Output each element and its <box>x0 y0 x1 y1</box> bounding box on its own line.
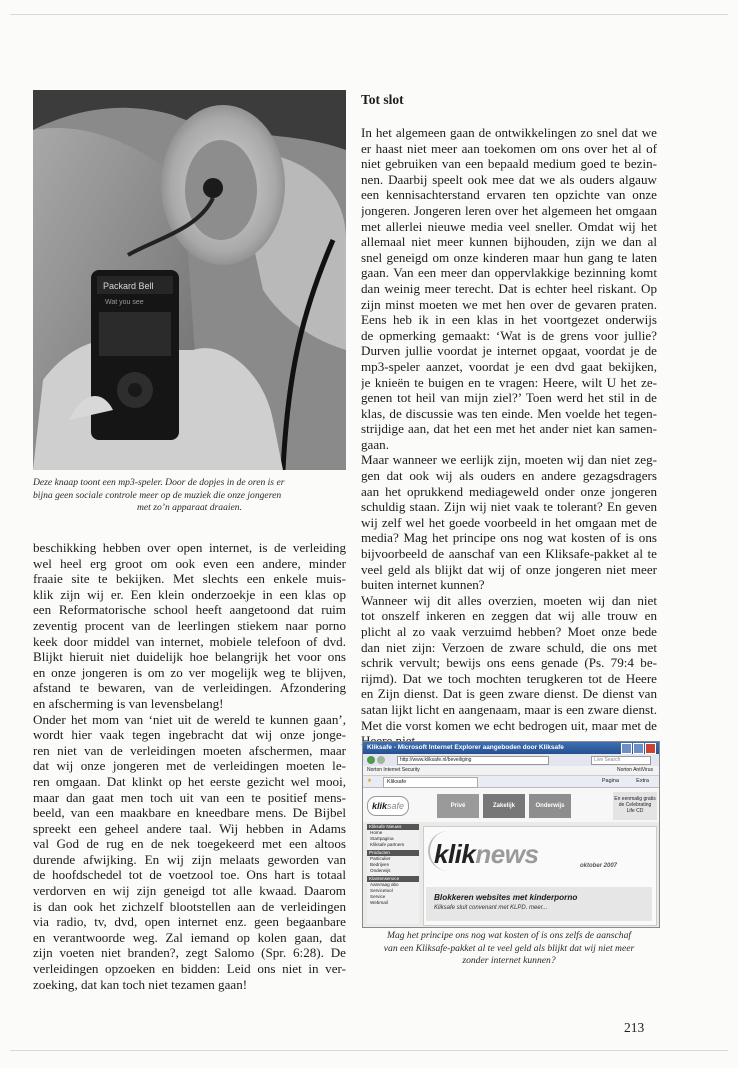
body-line: Eens heb ik in een klas in het voortgezet onderwijs <box>361 312 657 328</box>
body-line: klik zijn wij er. Een klein onderzoekje in een klas op <box>33 586 346 602</box>
body-line: er haast niet meer aan toekomen om ons over het al of <box>361 140 657 156</box>
section-heading: Tot slot <box>361 92 404 107</box>
body-line: plicht al zo vaak verzuimd hebben? Moet onze bede <box>361 624 657 639</box>
body-line: schrik vervult; bewijs ons eens genade (Ps. 79:4 be- <box>361 655 657 671</box>
close-icon <box>645 743 656 754</box>
body-line: verdorven en wij zijn geneigd tot alle kwaad. Daarom <box>33 883 346 899</box>
body-line: nen. Daarbij speelt ook mee dat we als ouders algauw <box>361 171 657 187</box>
minimize-icon <box>621 743 632 754</box>
body-line: gaan. <box>361 436 389 452</box>
menu-item: Servicetool <box>370 888 393 893</box>
body-line: maar dan gaat men toch uit van een te positief mens- <box>33 789 346 805</box>
right-column-text <box>361 125 657 749</box>
address-field: http://www.kliksafe.nl/beveiliging <box>397 756 549 765</box>
body-line: de opmerking gemaakt: ‘Wat is de grens voor jullie? <box>361 327 657 343</box>
browser-tab: Kliksafe <box>383 777 478 788</box>
body-line: spreekt een geheel andere taal. Wij hebben in Adams <box>33 820 346 836</box>
menu-item: Bedrijven <box>370 862 390 867</box>
body-line: mp3-speler aanzet, voordat je een dvd gaat bekijken, <box>361 358 657 374</box>
kliknews-logo-main: klik <box>434 839 476 869</box>
body-line: media? Mag het principe ons nog wat kosten of is ons <box>361 530 657 546</box>
menu-item: Startpagina <box>370 836 394 841</box>
body-line: een kennisachterstand ervaren ten opzichte van onze <box>361 187 657 203</box>
body-line: en Zijn dienst. Dat is geen zware dienst. De dienst van <box>361 686 657 702</box>
norton-label: Norton AntiVirus <box>616 767 653 773</box>
browser-title-bar <box>363 742 659 754</box>
screenshot-caption-line: zonder internet kunnen? <box>462 955 556 967</box>
maximize-icon <box>633 743 644 754</box>
menu-item: Aanvraag abo <box>370 882 399 887</box>
body-line: strijdige aan, dat het een met het ander niet kan samen- <box>361 421 657 437</box>
body-line: aan het oprukkend mediageweld onder onze jongeren <box>361 483 657 499</box>
promo-box <box>613 792 657 820</box>
photo-caption-line: bijna geen sociale controle meer op de muziek die onze jongeren <box>33 489 282 501</box>
body-line: een Reformatorische school heeft aangetoond dat ruim <box>33 602 346 618</box>
photo-caption <box>33 477 346 515</box>
body-line: jongeren. Jongeren leren over het algemeen het omgaan <box>361 202 657 218</box>
body-line: bijvoorbeeld de aanschaf van een Kliksafe-pakket al te <box>361 546 657 562</box>
search-field: Live Search <box>591 756 651 765</box>
body-line: en onze jongeren is om zo ver mogelijk weg te blijven, <box>33 664 346 680</box>
body-line: zijn voeten niet branden?, zegt Salomo (Spr. 6:28). De <box>33 945 346 961</box>
body-line: buiten internet kunnen? <box>361 577 485 593</box>
device-screen-text: Wat you see <box>105 299 144 306</box>
body-line: wordt hier vaak tegen ingebracht dat wij onze jonge- <box>33 727 346 743</box>
screenshot-caption-line: Mag het principe ons nog wat kosten of is ons zelfs de aanschaf <box>386 930 632 941</box>
logo-main: klik <box>371 801 387 811</box>
menu-item: Particulier <box>370 856 391 861</box>
menu-section-title: Producten <box>367 850 419 856</box>
headline-text: Blokkeren websites met kinderporno <box>434 893 578 902</box>
kliknews-panel <box>423 826 657 926</box>
body-line: allemaal niet meer kunnen bijhouden, zijn we dan al <box>361 234 657 250</box>
promo-line: Life CD <box>626 808 644 814</box>
subheadline-text: Kliksafe sluit convenant met KLPD. meer... <box>434 905 548 911</box>
menu-item: Webmail <box>370 900 388 905</box>
back-icon <box>367 756 375 764</box>
tab-row <box>363 776 659 788</box>
body-line: veel geld als blijkt dat wij of onze jongeren niet meer <box>361 561 657 577</box>
photo-caption-line: met zo’n apparaat draaien. <box>137 502 242 514</box>
kliknews-date: oktober 2007 <box>580 863 618 869</box>
menu-item: Onderwijs <box>370 868 391 873</box>
logo-accent: safe <box>387 801 405 811</box>
body-line: Onder het mom van ‘niet uit de wereld te kunnen gaan’, <box>33 711 346 727</box>
body-line: satan lijkt licht en aangenaam, maar is een zware dienst. <box>361 701 657 717</box>
device-brand-label: Packard Bell <box>103 281 154 291</box>
promo-line: En eenmalig gratis <box>614 796 656 802</box>
body-line: durende afwijking. En wij zijn melaats geworden van <box>33 851 346 867</box>
favorites-star-icon: ★ <box>367 778 372 784</box>
body-line: fraaie site te bekijken. Met slechts een enkele muis- <box>33 571 346 587</box>
photo-boy-with-mp3-player <box>33 90 346 470</box>
body-line: keek door middel van internet, mobiele telefoon of dvd. <box>33 633 346 649</box>
menu-section-title: Kliksafe Nieuws <box>367 824 419 830</box>
body-line: dat wij onze jongeren met de verleidingen moeten le- <box>33 758 346 774</box>
body-line: tot onszelf inkeren en zeggen dat wij alle trouw en <box>361 608 657 624</box>
body-line: ren omgaan. Dat klinkt op het eerste gezicht wel mooi, <box>33 773 346 789</box>
body-line: Wanneer wij dit alles overzien, moeten wij dan niet <box>361 592 657 608</box>
screenshot-caption <box>358 930 660 968</box>
kliknews-logo <box>434 839 538 870</box>
body-line: en afscherming is van levensbelang! <box>33 695 224 711</box>
body-line: Durven jullie voordat je internet opgaat, voordat je de <box>361 343 657 359</box>
body-line: dan niet zijn: Verzoen de zware schuld, die ons met <box>361 639 657 655</box>
body-line: schuldig staan. Zijn wij niet vaak te tolerant? En geven <box>361 499 657 515</box>
body-line: gaan. Van een meer dan oppervlakkige bezinning komt <box>361 265 657 281</box>
forward-icon <box>377 756 385 764</box>
body-line: niet gebruiken van een bepaald medium goed te bezin- <box>361 156 657 172</box>
body-line: gen dat ook wij als ouders en andere gezagsdragers <box>361 468 657 484</box>
left-column-text <box>33 540 346 992</box>
menu-item: Service <box>370 894 386 899</box>
menu-section-title: Klantenservice <box>367 876 419 882</box>
body-line: en verantwoorde weg. Zal iemand op kolen gaan, dat <box>33 929 346 945</box>
links-bar-label: Norton Internet Security <box>367 767 420 773</box>
site-side-menu <box>367 824 419 924</box>
body-line: met allerlei nieuwe media veel sneller. Omdat wij het <box>361 218 657 234</box>
body-line: genen tot heil van mijn ziel?’ Toen werd het stil in de <box>361 390 657 406</box>
body-line: wel heel erg groot om ook even een andere, minder <box>33 555 346 571</box>
body-line: beschikking hebben over open internet, is de verleiding <box>33 540 346 555</box>
body-line: zoeking, dat kan toch niet tezamen gaan! <box>33 976 248 992</box>
promo-line: de Celebrating <box>618 802 652 808</box>
nav-zakelijk: Zakelijk <box>483 794 525 818</box>
top-scan-rule <box>10 14 728 15</box>
bottom-scan-rule <box>10 1050 728 1051</box>
body-line: is dan ook het zichzelf blootstellen aan de verleidingen <box>33 898 346 914</box>
body-line: Met die vorst komen we echt bedrogen uit, maar met de <box>361 717 657 733</box>
body-line: Maar wanneer we eerlijk zijn, moeten wij dan niet zeg- <box>361 452 657 468</box>
body-line: klas, de discussie was ten einde. Men voelde het tegen- <box>361 405 657 421</box>
body-line: val God de rug en de nek toegekeerd met een altoos <box>33 836 346 852</box>
body-line: ren niet van de verleidingen moeten afschermen, maar <box>33 742 346 758</box>
links-bar <box>363 766 659 776</box>
body-line: verleidingen opzoeken en bidden: Leid ons niet in ver- <box>33 961 346 977</box>
browser-window-title: Kliksafe - Microsoft Internet Explorer aangeboden door Kliksafe <box>367 744 564 751</box>
body-line: afstand te bewaren, van de verleidingen. Afzondering <box>33 680 346 696</box>
nav-prive: Privé <box>437 794 479 818</box>
toolbar-extra-button: Extra <box>636 778 649 784</box>
body-line: dan weinig meer terecht. Dat is echter heel riskant. Op <box>361 280 657 296</box>
browser-screenshot-figure <box>362 741 660 928</box>
menu-item: Home <box>370 830 383 835</box>
body-line: In het algemeen gaan de ontwikkelingen zo snel dat we <box>361 125 657 140</box>
body-line: je knieën te buigen en te vragen: Heere, wilt U het ze- <box>361 374 657 390</box>
kliknews-logo-accent: news <box>475 839 539 869</box>
body-line: Blijkt hieruit niet duidelijk hoe belangrijk het voor ons <box>33 649 346 665</box>
body-line: zijn minst moeten we met hen over de gevaren praten. <box>361 296 657 312</box>
page-number: 213 <box>624 1020 645 1035</box>
nav-onderwijs: Onderwijs <box>529 794 571 818</box>
kliksafe-logo <box>367 796 409 816</box>
address-row <box>363 754 659 766</box>
headline-box <box>426 887 652 921</box>
body-line: zeventig procent van de leerlingen stiekem naar porno <box>33 617 346 633</box>
body-line: rijmd). Dat we toch mochten terugkeren tot de Heere <box>361 670 657 686</box>
body-line: snel geneigd om onze kinderen maar hun gang te laten <box>361 249 657 265</box>
body-line: de hoofdschedel tot de voetzool toe. Ons hart is totaal <box>33 867 346 883</box>
body-line: via radio, tv, dvd, open internet enz. geen begaanbare <box>33 914 346 930</box>
site-header <box>363 788 659 822</box>
body-line: wij zelf wel het goede voorbeeld in het omgaan met de <box>361 514 657 530</box>
menu-item: Kliksafe partners <box>370 842 405 847</box>
photo-illustration <box>33 90 346 470</box>
screenshot-caption-line: van een Kliksafe-pakket al te veel geld als blijkt dat wij niet meer <box>383 942 635 954</box>
photo-caption-line: Deze knaap toont een mp3-speler. Door de dopjes in de oren is er <box>33 477 285 488</box>
body-line: beeld, van een maakbare en kneedbare mens. De Bijbel <box>33 805 346 821</box>
toolbar-page-button: Pagina <box>601 778 619 784</box>
